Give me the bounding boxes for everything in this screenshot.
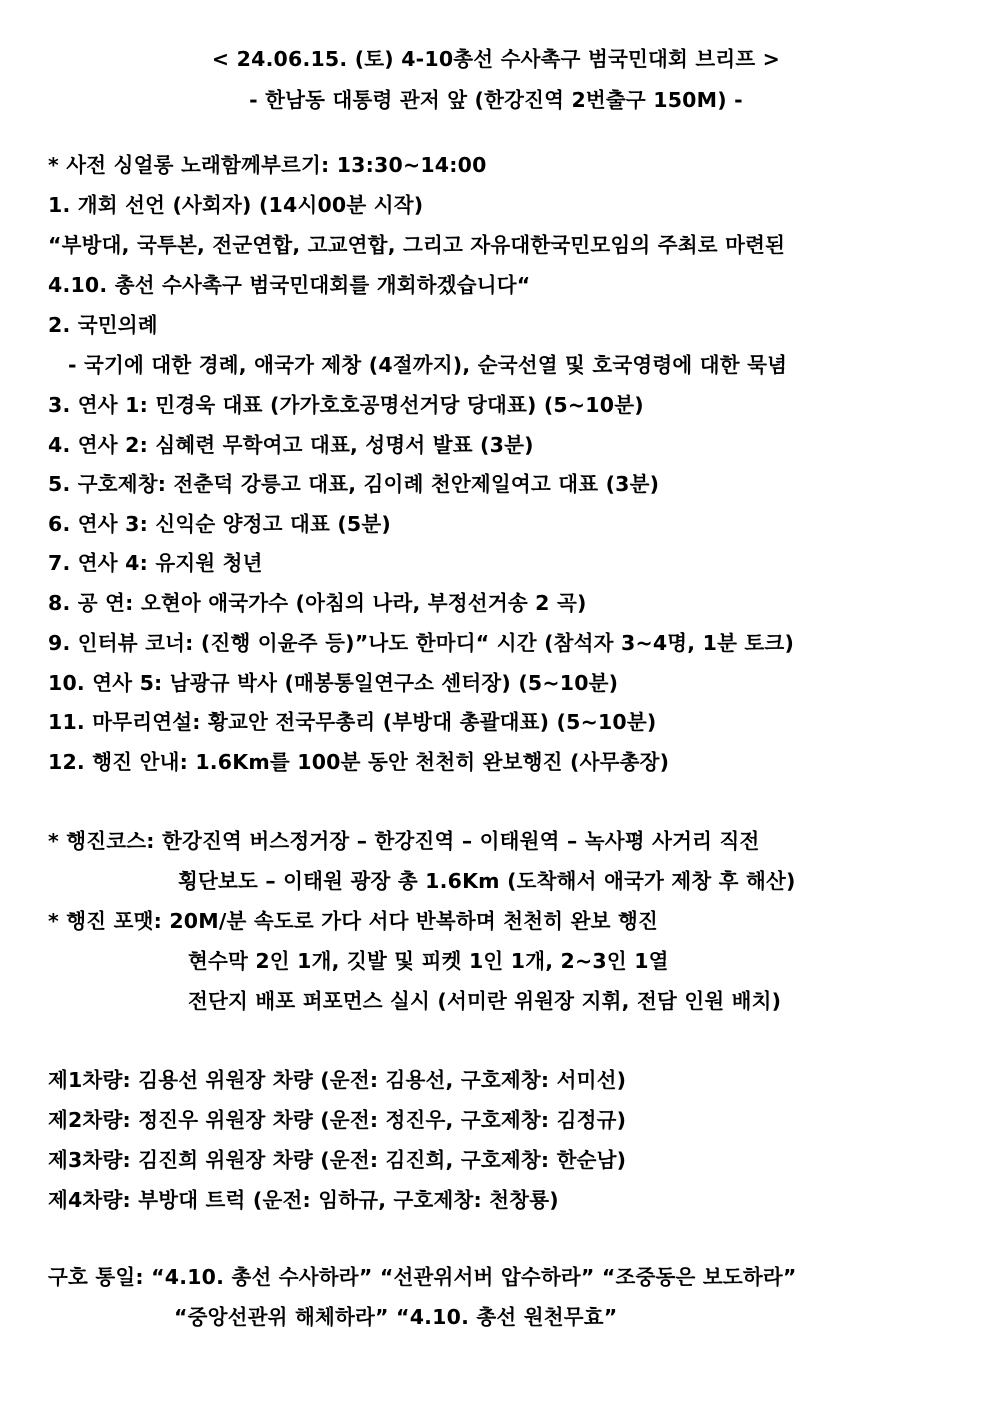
- program-item-2: 2. 국민의례: [48, 313, 158, 337]
- program-item-6: 6. 연사 3: 신익순 양정고 대표 (5분): [48, 512, 391, 536]
- program-item-4: 4. 연사 2: 심혜련 무학여고 대표, 성명서 발표 (3분): [48, 433, 534, 457]
- vehicle-2: 제2차량: 정진우 위원장 차량 (운전: 정진우, 구호제창: 김정규): [48, 1108, 627, 1132]
- slogans-line-2: “중앙선관위 해체하라” “4.10. 총선 원천무효”: [174, 1305, 618, 1329]
- program-item-10: 10. 연사 5: 남광규 박사 (매봉통일연구소 센터장) (5~10분): [48, 671, 619, 695]
- program-item-9: 9. 인터뷰 코너: (진행 이윤주 등)”나도 한마디“ 시간 (참석자 3~4명, 1분 토크): [48, 631, 795, 655]
- pre-event-line: * 사전 싱얼롱 노래함께부르기: 13:30~14:00: [48, 153, 487, 177]
- slogans-line-1: 구호 통일: “4.10. 총선 수사하라” “선관위서버 압수하라” “조중동은 보도하라”: [48, 1265, 797, 1289]
- program-item-1-quote-line-1: “부방대, 국투본, 전군연합, 고교연합, 그리고 자유대한국민모임의 주최로 마련된: [48, 233, 786, 257]
- vehicle-4: 제4차량: 부방대 트럭 (운전: 임하규, 구호제창: 천창룡): [48, 1188, 559, 1212]
- program-item-1: 1. 개회 선언 (사회자) (14시00분 시작): [48, 193, 424, 217]
- program-item-2-detail: - 국기에 대한 경례, 애국가 제창 (4절까지), 순국선열 및 호국영령에 대한 묵념: [68, 353, 788, 377]
- march-course-line-1: * 행진코스: 한강진역 버스정거장 – 한강진역 – 이태원역 – 녹사평 사거리 직전: [48, 829, 760, 853]
- vehicle-3: 제3차량: 김진희 위원장 차량 (운전: 김진희, 구호제창: 한순남): [48, 1148, 627, 1172]
- document-title: < 24.06.15. (토) 4-10총선 수사촉구 범국민대회 브리프 >: [211, 47, 781, 71]
- program-item-3: 3. 연사 1: 민경욱 대표 (가가호호공명선거당 당대표) (5~10분): [48, 393, 644, 417]
- march-format-line-2: 현수막 2인 1개, 깃발 및 피켓 1인 1개, 2~3인 1열: [188, 949, 669, 973]
- march-course-line-2: 횡단보도 – 이태원 광장 총 1.6Km (도착해서 애국가 제창 후 해산): [178, 869, 796, 893]
- vehicle-1: 제1차량: 김용선 위원장 차량 (운전: 김용선, 구호제창: 서미선): [48, 1068, 627, 1092]
- program-item-7: 7. 연사 4: 유지원 청년: [48, 551, 263, 575]
- march-format-line-3: 전단지 배포 퍼포먼스 실시 (서미란 위원장 지휘, 전담 인원 배치): [188, 989, 782, 1013]
- program-item-5: 5. 구호제창: 전춘덕 강릉고 대표, 김이례 천안제일여고 대표 (3분): [48, 472, 660, 496]
- document-location: - 한남동 대통령 관저 앞 (한강진역 2번출구 150M) -: [249, 88, 743, 112]
- program-item-11: 11. 마무리연설: 황교안 전국무총리 (부방대 총괄대표) (5~10분): [48, 710, 657, 734]
- program-item-1-quote-line-2: 4.10. 총선 수사촉구 범국민대회를 개회하겠습니다“: [48, 273, 531, 297]
- march-format-line-1: * 행진 포맷: 20M/분 속도로 가다 서다 반복하며 천천히 완보 행진: [48, 909, 658, 933]
- program-item-12: 12. 행진 안내: 1.6Km를 100분 동안 천천히 완보행진 (사무총장): [48, 750, 670, 774]
- program-item-8: 8. 공 연: 오현아 애국가수 (아침의 나라, 부정선거송 2 곡): [48, 591, 587, 615]
